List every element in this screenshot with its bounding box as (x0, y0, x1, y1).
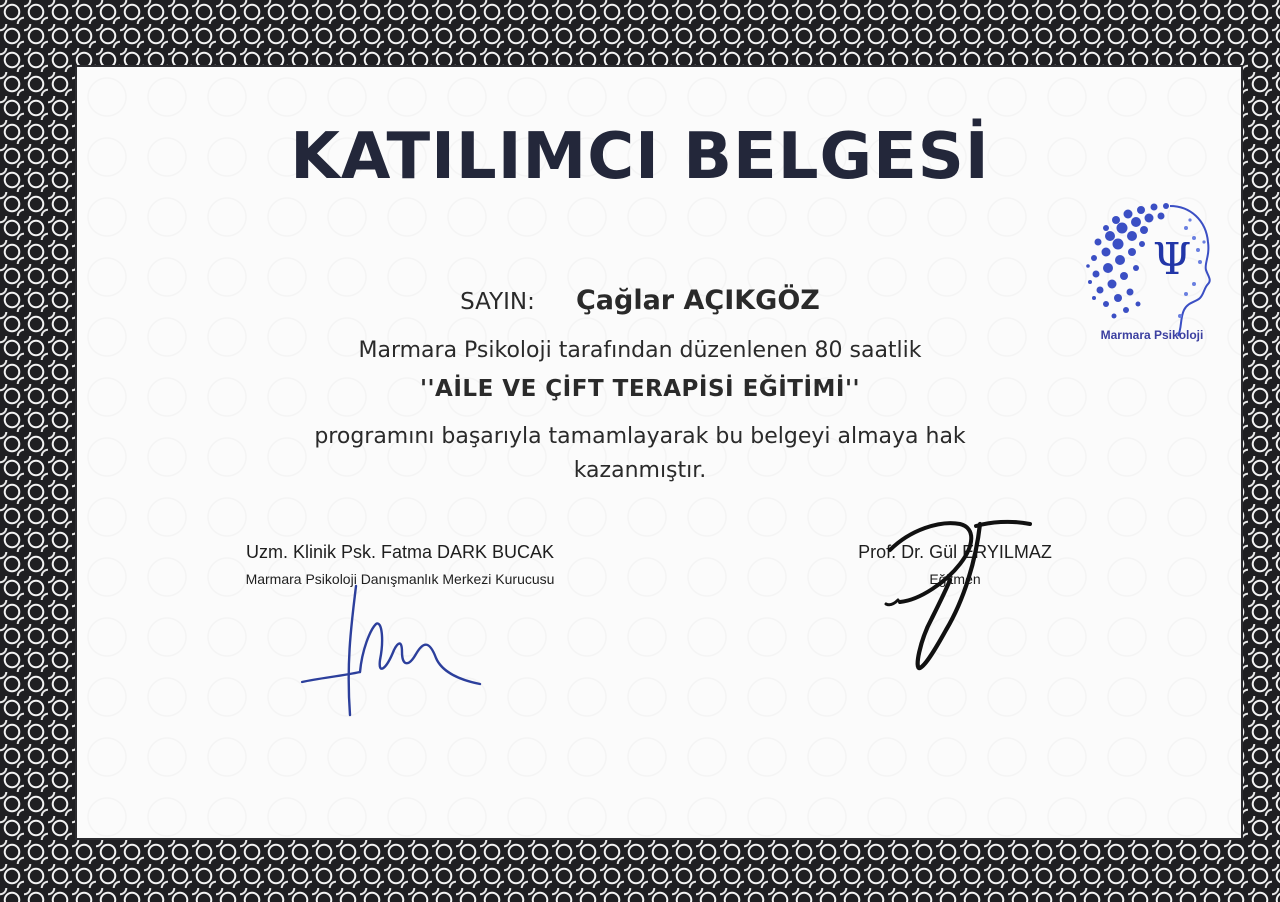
signature-left (290, 580, 500, 730)
completion-line-end: kazanmıştır. (573, 458, 707, 483)
completion-line: programını başarıyla tamamlayarak bu belgeyi almaya hak (314, 424, 966, 449)
svg-text:Ψ: Ψ (1152, 234, 1192, 285)
certificate-title: KATILIMCI BELGESİ (290, 120, 990, 194)
logo-name: Marmara Psikoloji (1100, 328, 1204, 342)
program-title: ''AİLE VE ÇİFT TERAPİSİ EĞİTİMİ'' (419, 376, 861, 402)
marmara-psikoloji-logo (1086, 198, 1220, 348)
signature-right (880, 510, 1040, 675)
recipient-name: Çağlar AÇIKGÖZ (575, 285, 820, 316)
signer-right-role: Eğitmen (929, 571, 981, 587)
salutation-label: SAYIN: (460, 289, 535, 315)
signer-left-name: Uzm. Klinik Psk. Fatma DARK BUCAK (245, 542, 555, 562)
signer-left-role: Marmara Psikoloji Danışmanlık Merkezi Kurucusu (245, 571, 555, 587)
organizer-line: Marmara Psikoloji tarafından düzenlenen 80 saatlik (358, 338, 922, 363)
signer-right-name: Prof. Dr. Gül ERYILMAZ (858, 542, 1052, 562)
